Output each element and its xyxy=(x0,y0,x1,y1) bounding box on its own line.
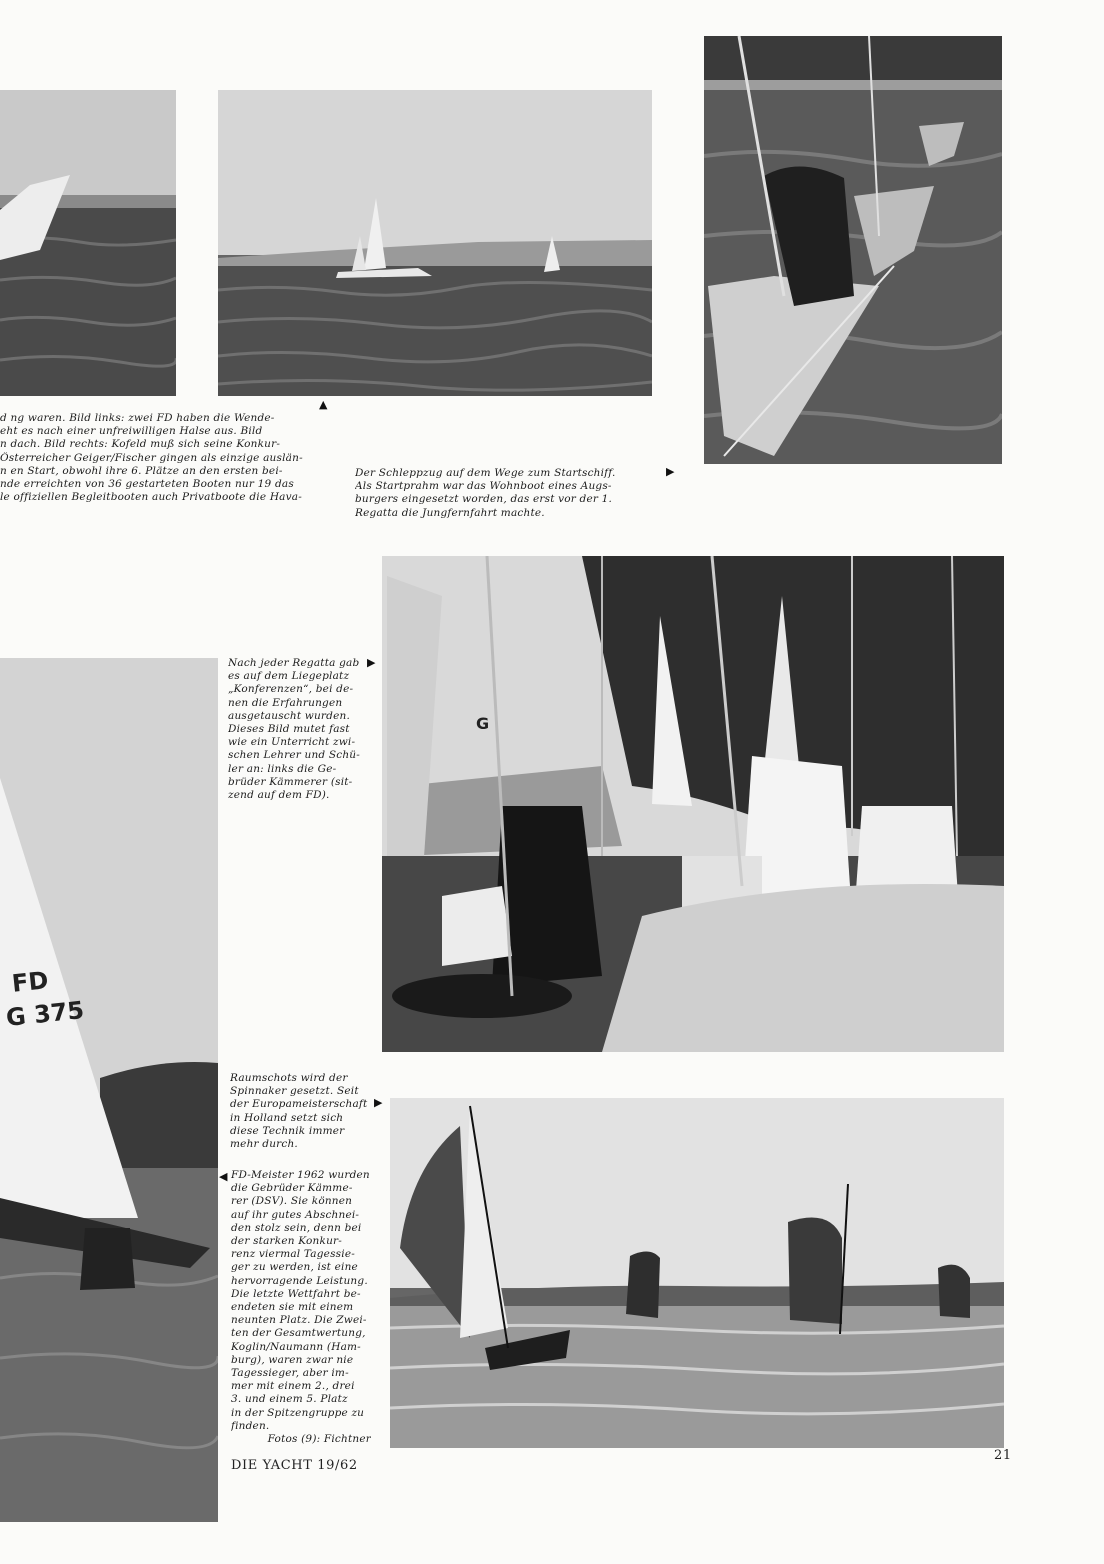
caption-line: Spinnaker gesetzt. Seit xyxy=(230,1085,359,1098)
caption-line: den stolz sein, denn bei xyxy=(231,1221,362,1234)
caption-line: Die letzte Wettfahrt be- xyxy=(231,1287,361,1300)
caption-line: renz viermal Tagessie- xyxy=(231,1248,355,1261)
caption-line: burgers eingesetzt worden, das erst vor der 1. xyxy=(355,493,613,506)
page-number: 21 xyxy=(994,1448,1012,1463)
caption-line: FD-Meister 1962 wurden xyxy=(231,1169,370,1181)
caption-tow xyxy=(355,467,657,520)
caption-line: Koglin/Naumann (Ham- xyxy=(231,1340,361,1353)
caption-line: n en Start, obwohl ihre 6. Plätze an den ersten bei- xyxy=(0,464,283,477)
caption-line: Dieses Bild mutet fast xyxy=(228,723,350,736)
caption-arrow-left-champions: ◀ xyxy=(219,1170,228,1183)
caption-line: endeten sie mit einem xyxy=(231,1301,354,1314)
footer-magazine: DIE YACHT 19/62 xyxy=(231,1458,358,1473)
sail-number-g375: G 375 xyxy=(4,995,86,1033)
caption-line: es auf dem Liegeplatz xyxy=(228,670,350,683)
photo-top-left-sails xyxy=(0,90,176,396)
caption-line: wie ein Unterricht zwi- xyxy=(228,736,356,749)
caption-conference xyxy=(228,657,366,802)
caption-line: ten der Gesamtwertung, xyxy=(231,1327,366,1340)
caption-line: burg), waren zwar nie xyxy=(231,1353,354,1366)
photo-fd-g375 xyxy=(0,658,218,1522)
caption-line: Der Schleppzug auf dem Wege zum Startschiff. xyxy=(355,467,616,479)
caption-line: Regatta die Jungfernfahrt machte. xyxy=(355,506,545,519)
caption-arrow-right-tow: ▶ xyxy=(666,465,675,478)
caption-line: in Holland setzt sich xyxy=(230,1111,344,1124)
caption-line: 3. und einem 5. Platz xyxy=(231,1393,348,1406)
caption-line: ler an: links die Ge- xyxy=(228,762,337,775)
caption-line: ausgetauscht wurden. xyxy=(228,709,350,722)
photo-spinnakers xyxy=(390,1098,1004,1448)
sail-mark-g: G xyxy=(476,714,490,733)
photo-tow-line xyxy=(704,36,1002,464)
caption-line: hervorragende Leistung. xyxy=(231,1274,368,1287)
caption-line: Nach jeder Regatta gab xyxy=(228,657,360,669)
caption-line: eht es nach einer unfreiwilligen Halse aus. Bild xyxy=(0,425,263,438)
caption-line: neunten Platz. Die Zwei- xyxy=(231,1314,367,1327)
caption-line: Tagessieger, aber im- xyxy=(231,1367,349,1380)
caption-line: der Europameisterschaft xyxy=(230,1098,368,1111)
caption-line: n dach. Bild rechts: Kofeld muß sich seine Konkur- xyxy=(0,438,281,451)
caption-line: in der Spitzengruppe zu xyxy=(231,1406,365,1419)
caption-line: mer mit einem 2., drei xyxy=(231,1380,355,1393)
caption-top-left xyxy=(0,412,332,504)
caption-line: nen die Erfahrungen xyxy=(228,696,343,709)
caption-arrow-right-conference: ▶ xyxy=(367,656,376,669)
caption-line: Raumschots wird der xyxy=(230,1072,348,1084)
caption-line: diese Technik immer xyxy=(230,1124,345,1137)
caption-line: der starken Konkur- xyxy=(231,1235,342,1248)
caption-line: finden. xyxy=(231,1419,270,1432)
caption-line: mehr durch. xyxy=(230,1138,298,1151)
caption-line: „Konferenzen“, bei de- xyxy=(228,683,354,696)
caption-line: Österreicher Geiger/Fischer gingen als einzige auslän- xyxy=(0,451,303,464)
caption-line: nde erreichten von 36 gestarteten Booten nur 19 das xyxy=(0,478,294,491)
caption-line: ger zu werden, ist eine xyxy=(231,1261,358,1274)
caption-line: Als Startprahm war das Wohnboot eines Augs- xyxy=(355,480,612,493)
caption-spinnaker xyxy=(230,1072,370,1151)
caption-line: rer (DSV). Sie können xyxy=(231,1195,353,1208)
photo-credit: Fotos (9): Fichtner xyxy=(267,1433,371,1446)
caption-line: brüder Kämmerer (sit- xyxy=(228,775,353,788)
caption-arrow-right-spinnaker: ▶ xyxy=(374,1096,383,1109)
sail-number-fd: FD xyxy=(10,966,50,998)
caption-line: die Gebrüder Kämme- xyxy=(231,1182,353,1195)
photo-top-center-regatta xyxy=(218,90,652,396)
caption-line: le offiziellen Begleitbooten auch Privatboote die Hava- xyxy=(0,491,302,504)
caption-line: schen Lehrer und Schü- xyxy=(228,749,361,762)
caption-line: d ng waren. Bild links: zwei FD haben die Wende- xyxy=(0,412,275,424)
caption-champions xyxy=(231,1169,371,1446)
photo-conference xyxy=(382,556,1004,1052)
caption-line: zend auf dem FD). xyxy=(228,789,330,802)
caption-line: auf ihr gutes Abschnei- xyxy=(231,1208,360,1221)
caption-arrow-up: ▲ xyxy=(319,398,328,411)
